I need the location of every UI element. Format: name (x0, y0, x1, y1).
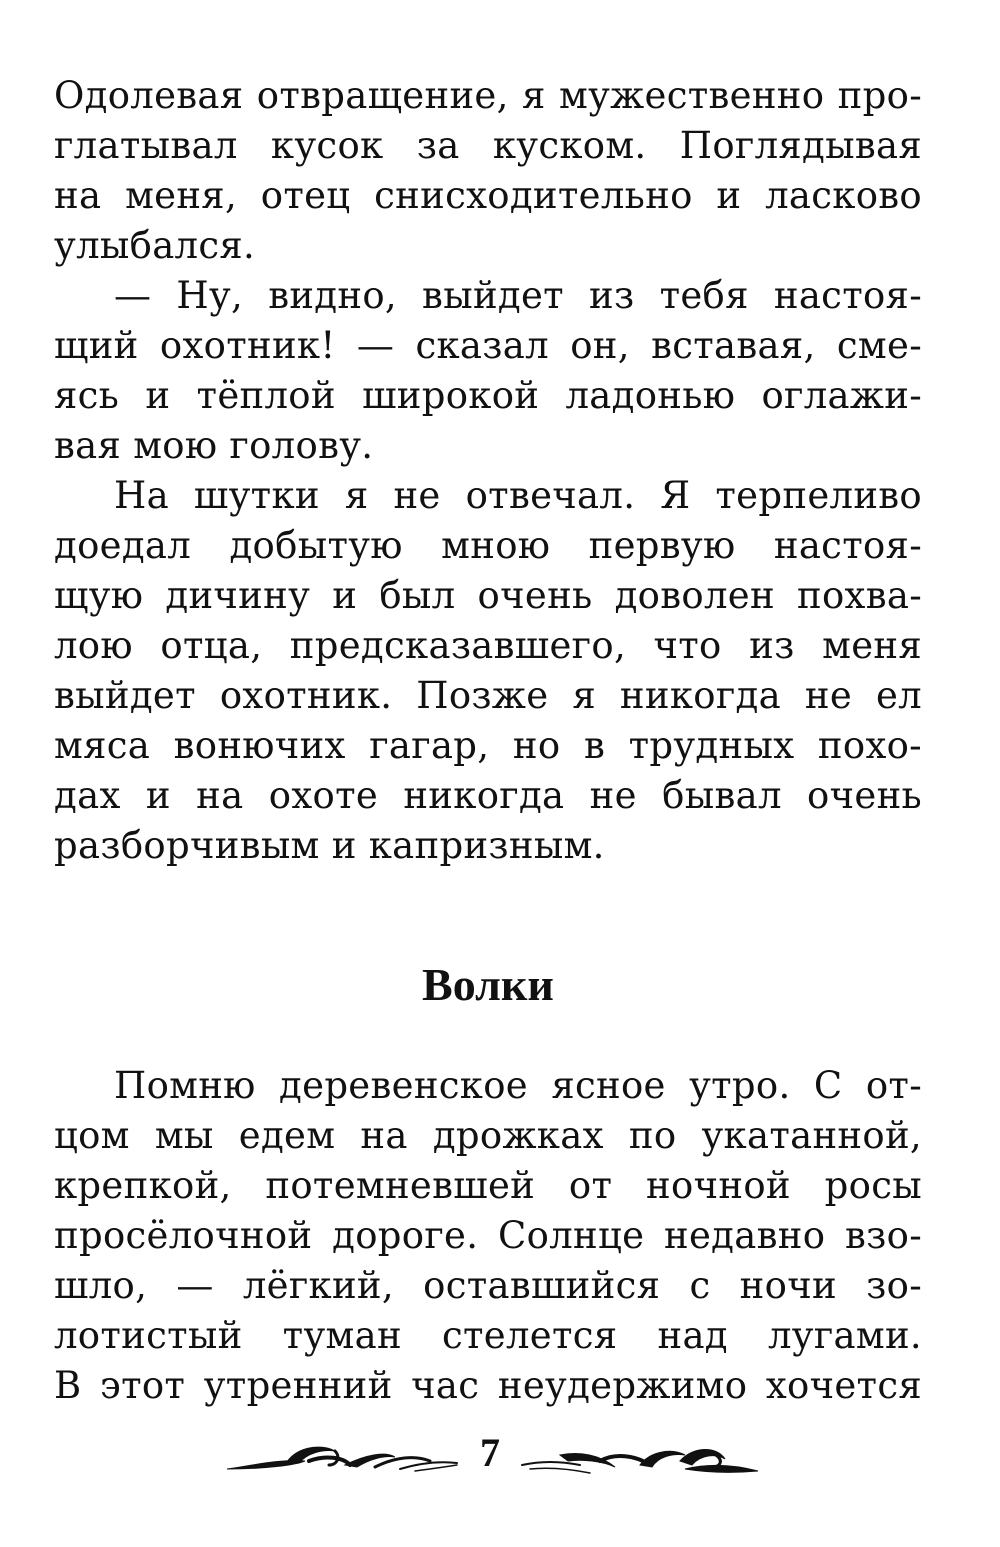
book-page (54, 0, 922, 1547)
text-line: крепкой, потемневшей от ночной росы (54, 1164, 922, 1207)
ornament-left-icon (225, 1425, 460, 1485)
text-line: улыбался. (54, 224, 256, 267)
text-line: доедал добытую мною первую настоя- (54, 524, 922, 567)
text-line: глатывал кусок за куском. Поглядывая (54, 124, 922, 167)
text-line: В этот утренний час неудержимо хочется (54, 1364, 922, 1407)
text-line: мяса вонючих гагар, но в трудных похо- (54, 724, 922, 767)
text-line: на меня, отец снисходительно и ласково (54, 174, 922, 217)
text-line: Помню деревенское ясное утро. С от- (114, 1064, 922, 1107)
text-line: лою отца, предсказавшего, что из меня (54, 624, 922, 667)
text-line: разборчивым и капризным. (54, 824, 605, 867)
text-line: шло, — лёгкий, оставшийся с ночи зо- (54, 1264, 922, 1307)
text-line: цом мы едем на дрожках по укатанной, (54, 1114, 922, 1157)
chapter-title: Волки (422, 959, 554, 1010)
page-number: 7 (480, 1430, 500, 1475)
text-line: щую дичину и был очень доволен похва- (54, 574, 922, 617)
text-line: — Ну, видно, выйдет из тебя настоя- (114, 274, 922, 317)
text-line: вая мою голову. (54, 424, 374, 467)
text-line: щий охотник! — сказал он, вставая, сме- (54, 324, 922, 367)
ornament-right-icon (520, 1425, 760, 1485)
text-line: дах и на охоте никогда не бывал очень (54, 774, 922, 817)
text-line: просёлочной дороге. Солнце недавно взо- (54, 1214, 922, 1257)
text-line: На шутки я не отвечал. Я терпеливо (114, 474, 922, 517)
text-line: лотистый туман стелется над лугами. (54, 1314, 922, 1357)
text-line: ясь и тёплой широкой ладонью оглажи- (54, 374, 922, 417)
text-line: Одолевая отвращение, я мужественно про- (54, 74, 922, 117)
text-line: выйдет охотник. Позже я никогда не ел (54, 674, 922, 717)
